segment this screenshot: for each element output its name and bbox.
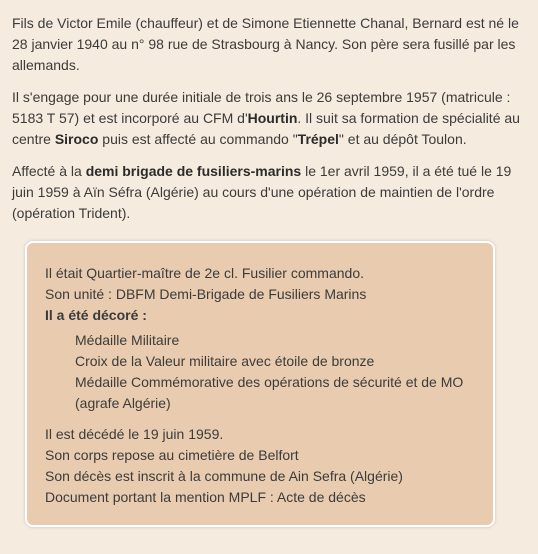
registry-line: Son décès est inscrit à la commune de Ain Sefra (Algérie) [45,468,403,484]
unit-line: Son unité : DBFM Demi-Brigade de Fusiliers Marins [45,286,367,302]
paragraph-enlistment [12,87,530,150]
decorations-heading: Il a été décoré : [45,307,147,323]
place-name-hourtin: Hourtin [247,110,298,126]
text-segment: " et au dépôt Toulon. [338,131,467,147]
decoration-item: Médaille Commémorative des opérations de sécurité et de MO [75,374,464,390]
death-date-line: Il est décédé le 19 juin 1959. [45,426,224,442]
commando-name-trepel: Trépel [297,131,339,147]
text-segment: le 1er avril 1959, il a été tué le 19 juin 1959 à Aïn Séfra (Algérie) au cours d'une opération de maintien de l'ordre (opération Trident). [12,163,512,221]
text-segment: Fils de Victor Emile (chauffeur) et de Simone Etiennette Chanal, Bernard est né le 28 janvier 1940 au n° 98 rue de Strasbourg à Nancy. Son père sera fusillé par les allemands. [12,15,519,73]
text-segment: . Il suit sa formation de spécialité au centre [12,110,520,147]
decoration-item: Médaille Militaire [75,332,180,348]
paragraph-birth [12,13,530,76]
text-segment: Affecté à la [12,163,86,179]
spacer [45,414,475,424]
unit-name: demi brigade de fusiliers-marins [85,163,302,179]
service-record-box [25,241,495,527]
paragraph-death [12,161,530,224]
burial-line: Son corps repose au cimetière de Belfort [45,447,299,463]
rank-line: Il était Quartier-maître de 2e cl. Fusilier commando. [45,265,365,281]
document-line: Document portant la mention MPLF : Acte de décès [45,489,366,505]
center-name-siroco: Siroco [54,131,99,147]
biography-text [12,13,530,235]
text-segment: puis est affecté au commando " [98,131,298,147]
decoration-item: Croix de la Valeur militaire avec étoile de bronze [75,353,375,369]
text-segment: Il s'engage pour une durée initiale de trois ans le 26 septembre 1957 (matricule : 5183 T 57) et est incorporé au CFM d' [12,89,511,126]
decoration-item: (agrafe Algérie) [75,395,171,411]
